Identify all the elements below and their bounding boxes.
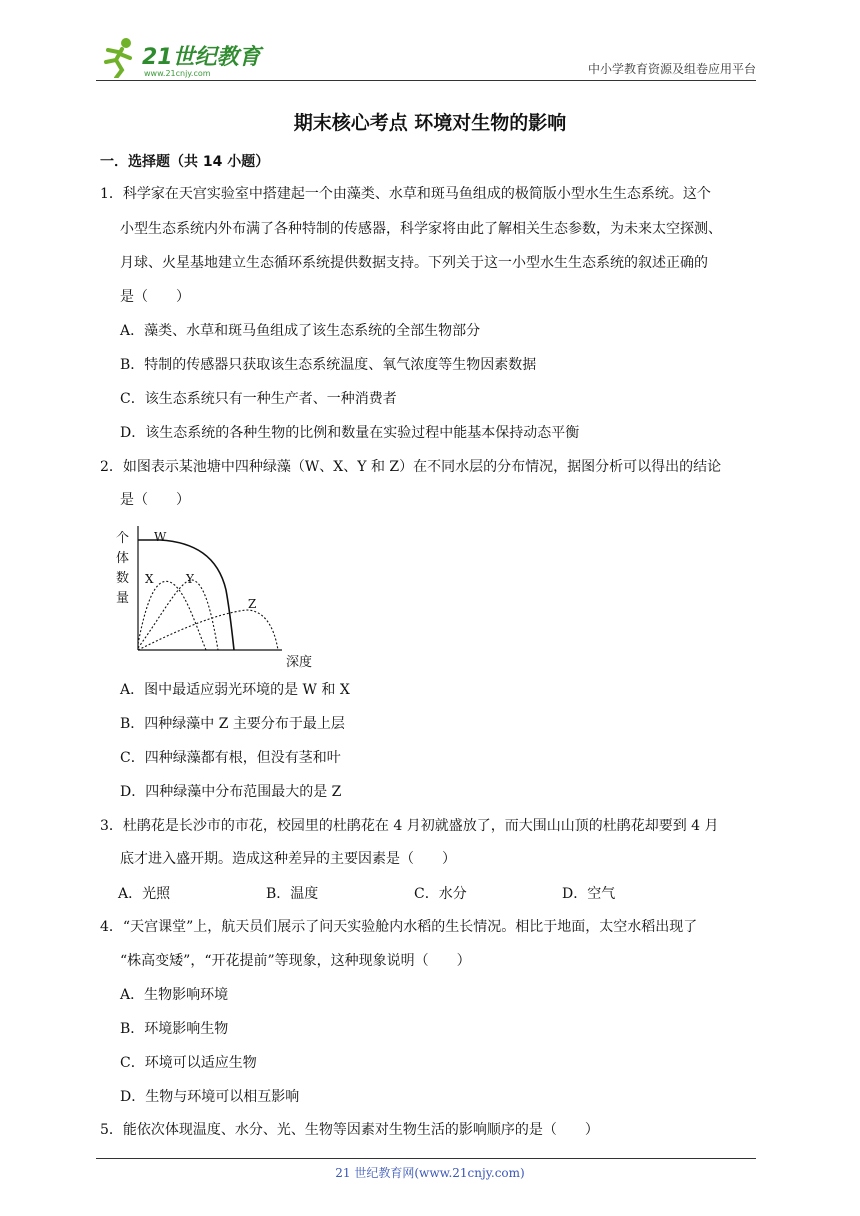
question-2-line: 是（ ） (120, 492, 190, 508)
question-4-option-c: C．环境可以适应生物 (120, 1055, 257, 1071)
question-3-line: 底才进入盛开期。造成这种差异的主要因素是（ ） (120, 851, 456, 867)
question-3-option-a: A．光照 (118, 886, 171, 902)
question-1-line: 小型生态系统内外布满了各种特制的传感器，科学家将由此了解相关生态参数，为未来太空探测、 (120, 221, 722, 237)
question-3-option-c: C．水分 (414, 886, 467, 902)
question-2-option-b: B．四种绿藻中 Z 主要分布于最上层 (120, 716, 345, 732)
platform-name: 中小学教育资源及组卷应用平台 (587, 62, 756, 76)
question-1-option-a: A．藻类、水草和斑马鱼组成了该生态系统的全部生物部分 (120, 323, 481, 339)
figure-ylabel-char: 量 (116, 591, 130, 606)
question-5-line: 5．能依次体现温度、水分、光、生物等因素对生物生活的影响顺序的是（ ） (100, 1122, 599, 1138)
question-1-line: 是（ ） (120, 289, 190, 305)
figure-axes (138, 526, 282, 650)
question-4-line: “株高变矮”，“开花提前”等现象，这种现象说明（ ） (120, 953, 471, 969)
question-2-line: 2．如图表示某池塘中四种绿藻（W、X、Y 和 Z）在不同水层的分布情况，据图分析可以得出的结论 (100, 459, 722, 475)
question-4-option-d: D．生物与环境可以相互影响 (120, 1089, 300, 1105)
curve-x (138, 581, 206, 650)
question-2-option-d: D．四种绿藻中分布范围最大的是 Z (120, 784, 342, 800)
question-1-line: 1．科学家在天宫实验室中搭建起一个由藻类、水草和斑马鱼组成的极简版小型水生生态系统。这个 (100, 186, 711, 202)
question-4-line: 4．“天宫课堂”上，航天员们展示了问天实验舱内水稻的生长情况。相比于地面，太空水稻出现了 (100, 919, 698, 935)
curve-w (138, 540, 234, 650)
page-header (96, 34, 756, 81)
question-3-option-d: D．空气 (562, 886, 616, 902)
question-3-option-b: B．温度 (266, 886, 319, 902)
page-footer: 21 世纪教育网(www.21cnjy.com) (335, 1166, 525, 1180)
svg-text:www.21cnjy.com: www.21cnjy.com (144, 69, 211, 78)
section-heading: 一．选择题（共 14 小题） (100, 154, 270, 170)
site-logo (96, 34, 266, 78)
question-3-options (118, 883, 758, 903)
question-1-option-b: B．特制的传感器只获取该生态系统温度、氧气浓度等生物因素数据 (120, 357, 537, 373)
label-z: Z (248, 597, 257, 611)
question-3-line: 3．杜鹃花是长沙市的市花，校园里的杜鹃花在 4 月初就盛放了，而大围山山顶的杜鹃花却要到 4 月 (100, 818, 719, 834)
svg-text:21世纪教育: 21世纪教育 (142, 45, 261, 70)
page-title: 期末核心考点 环境对生物的影响 (293, 112, 567, 134)
algae-distribution-figure (114, 522, 334, 672)
question-4-option-a: A．生物影响环境 (120, 987, 229, 1003)
question-1-option-c: C．该生态系统只有一种生产者、一种消费者 (120, 391, 397, 407)
question-4-option-b: B．环境影响生物 (120, 1021, 229, 1037)
figure-ylabel-char: 体 (116, 551, 130, 566)
question-1-line: 月球、火星基地建立生态循环系统提供数据支持。下列关于这一小型水生生态系统的叙述正确的 (120, 255, 708, 271)
figure-ylabel-char: 数 (116, 571, 130, 586)
figure-xlabel: 深度 (286, 655, 313, 670)
curve-z (138, 610, 278, 650)
question-2-option-a: A．图中最适应弱光环境的是 W 和 X (120, 682, 350, 698)
label-w: W (154, 530, 167, 544)
curve-y (138, 580, 218, 650)
footer-divider (96, 1158, 756, 1159)
runner-icon (106, 38, 131, 78)
label-y: Y (186, 572, 194, 586)
label-x: X (145, 572, 154, 586)
figure-ylabel-char: 个 (116, 531, 130, 546)
question-1-option-d: D．该生态系统的各种生物的比例和数量在实验过程中能基本保持动态平衡 (120, 425, 580, 441)
question-2-option-c: C．四种绿藻都有根，但没有茎和叶 (120, 750, 341, 766)
